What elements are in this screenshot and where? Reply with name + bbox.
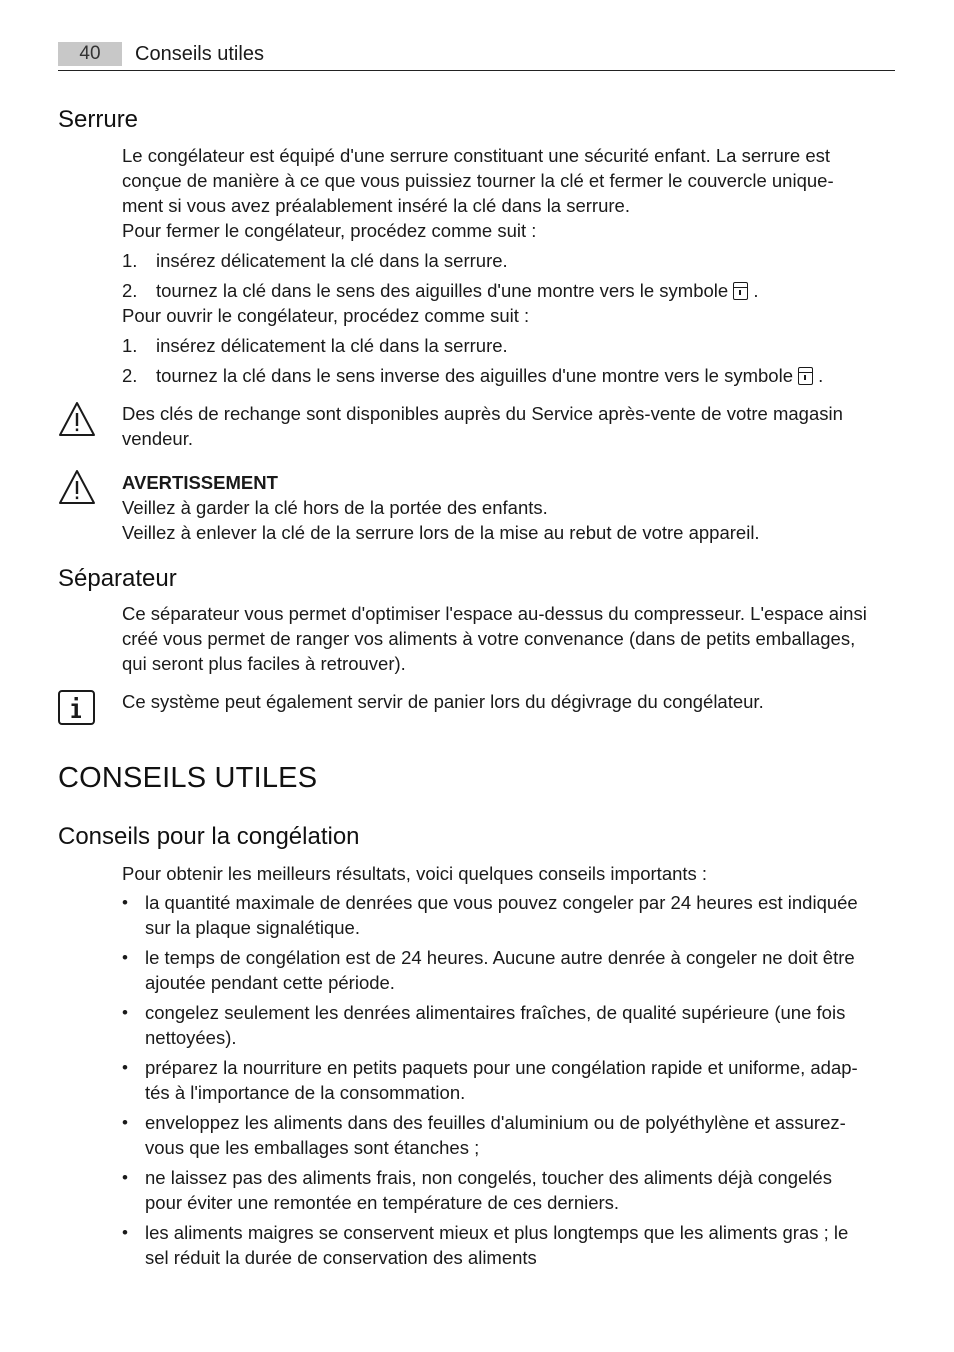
warning-title: AVERTISSEMENT (122, 472, 278, 493)
running-title: Conseils utiles (135, 43, 264, 65)
step-number: 2. (122, 365, 138, 386)
text-line: préparez la nourriture en petits paquets pour une congélation rapide et uniforme, adap- (145, 1057, 858, 1078)
text-line: ajoutée pendant cette période. (145, 972, 395, 993)
bullet-marker: • (122, 1058, 128, 1077)
section-heading-serrure: Serrure (58, 106, 139, 133)
text-line: vendeur. (122, 428, 193, 449)
text-line: Veillez à enlever la clé de la serrure lors de la mise au rebut de votre appareil. (122, 522, 760, 543)
step-text: tournez la clé dans le sens des aiguilles d'une montre vers le symbole (156, 280, 729, 301)
open-intro: Pour ouvrir le congélateur, procédez comme suit : (122, 305, 530, 326)
separateur-body (122, 601, 897, 676)
warning-triangle-icon (57, 400, 97, 438)
step-text: insérez délicatement la clé dans la serrure. (156, 250, 508, 271)
chapter-title: CONSEILS UTILES (58, 762, 318, 794)
info-icon (58, 690, 95, 725)
text-line: Le congélateur est équipé d'une serrure constituant une sécurité enfant. La serrure est (122, 145, 831, 166)
bullet-marker: • (122, 948, 128, 967)
info-text: Ce système peut également servir de panier lors du dégivrage du congélateur. (122, 691, 764, 712)
warning-triangle-icon (57, 468, 97, 506)
spare-keys-note (122, 401, 897, 451)
conseils-intro: Pour obtenir les meilleurs résultats, voici quelques conseils importants : (122, 863, 708, 884)
text-line: conçue de manière à ce que vous puissiez tourner la clé et fermer le couvercle unique- (122, 170, 834, 191)
text-line: ment si vous avez préalablement inséré la clé dans la serrure. (122, 195, 630, 216)
step-text: tournez la clé dans le sens inverse des aiguilles d'une montre vers le symbole (156, 365, 793, 386)
text-line: ne laissez pas des aliments frais, non congelés, toucher des aliments déjà congelés (145, 1167, 832, 1188)
text-line: congelez seulement les denrées alimentaires fraîches, de qualité supérieure (une fois (145, 1002, 846, 1023)
bullet-marker: • (122, 1113, 128, 1132)
text-line: pour éviter une remontée en température de ces derniers. (145, 1192, 620, 1213)
text-line: Veillez à garder la clé hors de la portée des enfants. (122, 497, 548, 518)
warning-block (122, 470, 897, 545)
text-line: le temps de congélation est de 24 heures. Aucune autre denrée à congeler ne doit être (145, 947, 855, 968)
step-end: . (753, 280, 759, 301)
bullet-marker: • (122, 893, 128, 912)
info-note (122, 689, 897, 714)
conseils-intro-block (122, 861, 897, 886)
serrure-intro (122, 143, 897, 243)
section-heading-separateur: Séparateur (58, 565, 177, 592)
bullet-marker: • (122, 1003, 128, 1022)
bullet-marker: • (122, 1168, 128, 1187)
lock-closed-symbol-icon (733, 282, 748, 300)
step-number: 2. (122, 280, 138, 301)
text-line: Des clés de rechange sont disponibles auprès du Service après-vente de votre magasin (122, 403, 843, 424)
bullet-marker: • (122, 1223, 128, 1242)
section-heading-congelation: Conseils pour la congélation (58, 823, 360, 850)
text-line: Ce séparateur vous permet d'optimiser l'espace au-dessus du compresseur. L'espace ainsi (122, 603, 867, 624)
page-header (58, 40, 895, 71)
step-text: insérez délicatement la clé dans la serrure. (156, 335, 508, 356)
step-number: 1. (122, 335, 138, 356)
text-line: enveloppez les aliments dans des feuilles d'aluminium ou de polyéthylène et assurez- (145, 1112, 846, 1133)
text-line: nettoyées). (145, 1027, 237, 1048)
text-line: la quantité maximale de denrées que vous pouvez congeler par 24 heures est indiquée (145, 892, 858, 913)
close-intro: Pour fermer le congélateur, procédez comme suit : (122, 220, 537, 241)
info-glyph (60, 692, 93, 723)
page-number: 40 (58, 42, 122, 66)
text-line: sel réduit la durée de conservation des aliments (145, 1247, 537, 1268)
step-number: 1. (122, 250, 138, 271)
open-intro-block (122, 303, 897, 328)
text-line: créé vous permet de ranger vos aliments à votre convenance (dans de petits emballages, (122, 628, 856, 649)
text-line: sur la plaque signalétique. (145, 917, 360, 938)
text-line: les aliments maigres se conservent mieux et plus longtemps que les aliments gras ; le (145, 1222, 849, 1243)
text-line: vous que les emballages sont étanches ; (145, 1137, 480, 1158)
step-text-with-symbol (156, 278, 758, 303)
step-text-with-symbol (156, 363, 823, 388)
text-line: qui seront plus faciles à retrouver). (122, 653, 406, 674)
text-line: tés à l'importance de la consommation. (145, 1082, 466, 1103)
lock-open-symbol-icon (798, 367, 813, 385)
step-end: . (818, 365, 824, 386)
